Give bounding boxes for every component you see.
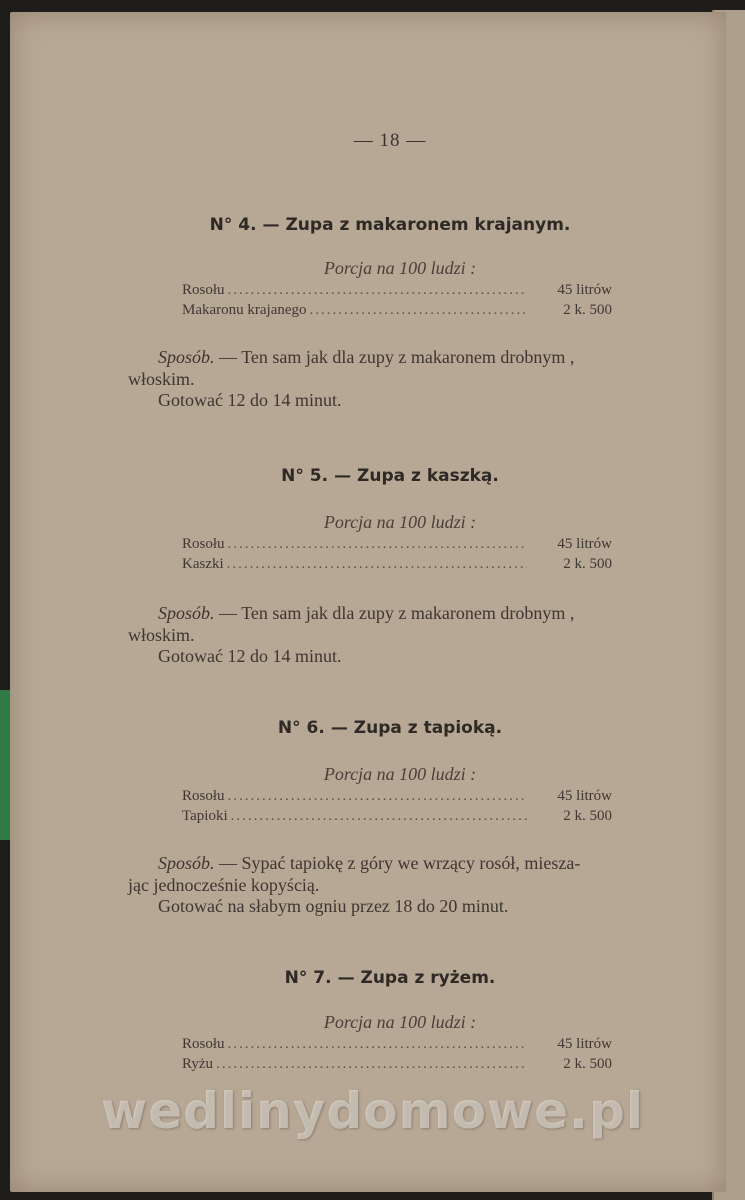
- recipe-4-title: [10, 215, 745, 235]
- method-line-2: jąc jednocześnie kopyścią.: [128, 875, 320, 895]
- ingredient-amount: 45 litrów: [557, 282, 612, 298]
- recipe-6-ingredient-1: [182, 788, 612, 808]
- recipe-5-ingredient-2: [182, 556, 612, 576]
- ingredient-amount: 2 k. 500: [563, 302, 612, 318]
- ingredient-amount: 45 litrów: [557, 1036, 612, 1052]
- method-line-2: włoskim.: [128, 369, 195, 389]
- recipe-4-cooking-time: Gotować 12 do 14 minut.: [158, 390, 342, 410]
- ingredient-amount: 45 litrów: [557, 536, 612, 552]
- recipe-6-ingredient-2: [182, 808, 612, 828]
- recipe-5-number: N° 5.: [281, 466, 329, 486]
- recipe-6-cooking-time: Gotować na słabym ogniu przez 18 do 20 minut.: [158, 896, 509, 916]
- recipe-7-title: [10, 968, 745, 988]
- ingredient-amount: 2 k. 500: [563, 556, 612, 572]
- recipe-7-number: N° 7.: [284, 968, 332, 988]
- recipe-6-portion: Porcja na 100 ludzi :: [323, 764, 477, 784]
- recipe-4-portion: Porcja na 100 ludzi :: [323, 258, 477, 278]
- ingredient-name: Rosołu: [182, 1036, 225, 1052]
- recipe-5-cooking-time: Gotować 12 do 14 minut.: [158, 646, 342, 666]
- recipe-4-ingredient-2: [182, 302, 612, 322]
- recipe-4-number: N° 4.: [209, 215, 257, 235]
- ingredient-name: Tapioki: [182, 808, 228, 824]
- method-line-1: — Ten sam jak dla zupy z makaronem drobnym ,: [219, 603, 575, 623]
- recipe-5-name: — Zupa z kaszką.: [334, 466, 499, 486]
- method-label: Sposób.: [158, 603, 215, 623]
- ingredient-name: Makaronu krajanego: [182, 302, 307, 318]
- recipe-4-ingredient-1: [182, 282, 612, 302]
- recipe-5-method: [128, 602, 668, 646]
- recipe-5-ingredient-1: [182, 536, 612, 556]
- method-line-2: włoskim.: [128, 625, 195, 645]
- recipe-7-portion: Porcja na 100 ludzi :: [323, 1012, 477, 1032]
- page-number: — 18 —: [353, 130, 427, 151]
- ingredient-amount: 2 k. 500: [563, 808, 612, 824]
- recipe-7-ingredient-1: [182, 1036, 612, 1056]
- ingredient-name: Rosołu: [182, 282, 225, 298]
- recipe-6-title: [10, 718, 745, 738]
- ingredient-amount: 45 litrów: [557, 788, 612, 804]
- book-page: [10, 12, 726, 1192]
- recipe-6-name: — Zupa z tapioką.: [330, 718, 503, 738]
- recipe-6-method: [128, 852, 668, 896]
- method-label: Sposób.: [158, 853, 215, 873]
- ingredient-name: Ryżu: [182, 1056, 214, 1072]
- method-line-1: — Ten sam jak dla zupy z makaronem drobnym ,: [219, 347, 575, 367]
- watermark: wedlinydomowe.pl: [101, 1082, 644, 1140]
- recipe-4-method: [128, 346, 668, 390]
- method-label: Sposób.: [158, 347, 215, 367]
- recipe-7-ingredient-2: [182, 1056, 612, 1076]
- recipe-5-portion: Porcja na 100 ludzi :: [323, 512, 477, 532]
- ingredient-name: Kaszki: [182, 556, 224, 572]
- ingredient-name: Rosołu: [182, 788, 225, 804]
- method-line-1: — Sypać tapiokę z góry we wrzący rosół, miesza-: [219, 853, 581, 873]
- ingredient-name: Rosołu: [182, 536, 225, 552]
- recipe-4-name: — Zupa z makaronem krajanym.: [262, 215, 571, 235]
- recipe-5-title: [10, 466, 745, 486]
- recipe-7-name: — Zupa z ryżem.: [337, 968, 496, 988]
- recipe-6-number: N° 6.: [277, 718, 325, 738]
- ingredient-amount: 2 k. 500: [563, 1056, 612, 1072]
